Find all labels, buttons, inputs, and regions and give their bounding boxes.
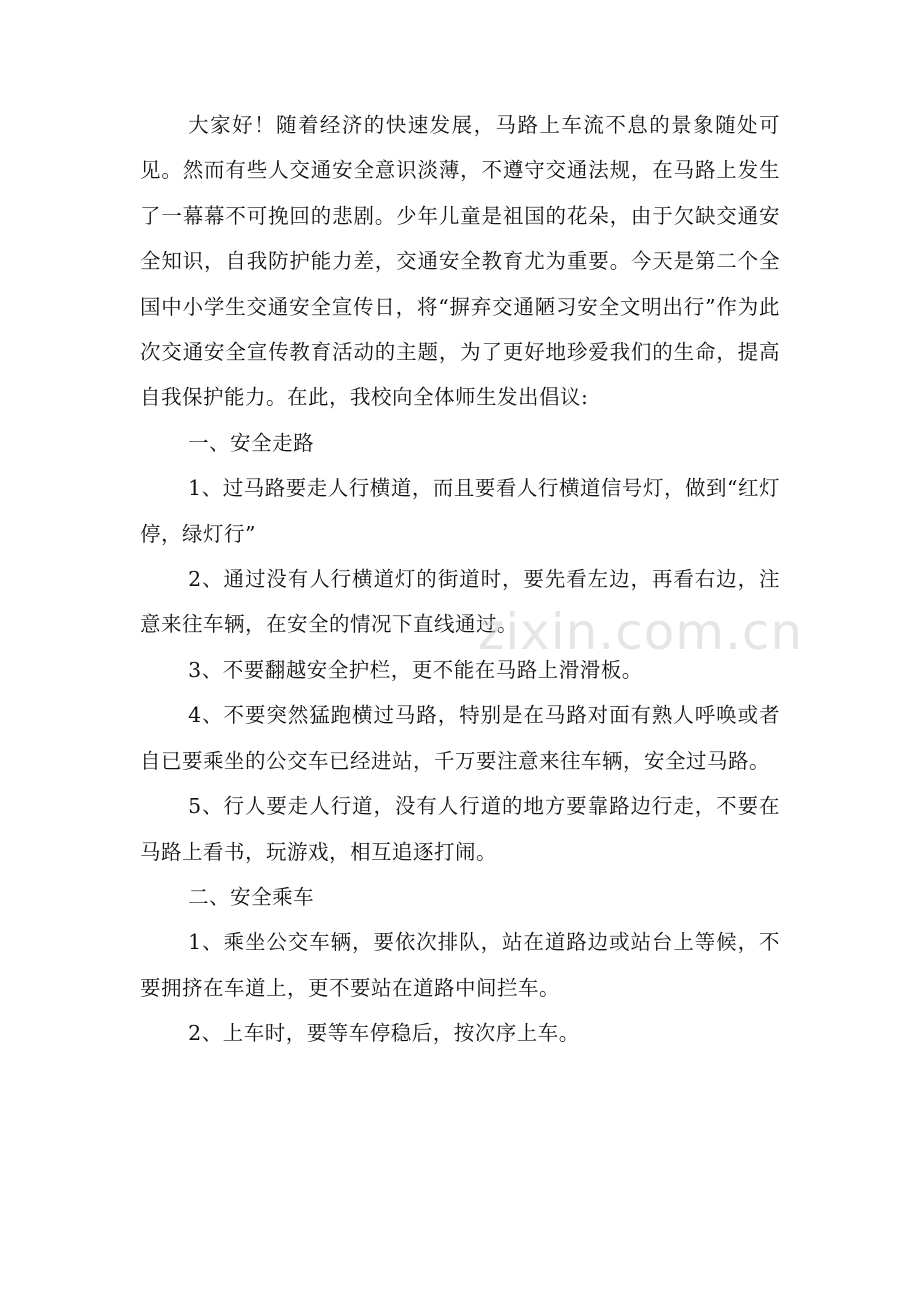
section-heading-safe-riding: 二、安全乘车: [188, 884, 315, 909]
list-item: 3、不要翻越安全护栏，更不能在马路上滑滑板。: [188, 657, 643, 682]
list-item: 1、过马路要走人行横道，而且要看人行横道信号灯，做到“红灯停，绿灯行”: [140, 476, 780, 546]
list-item: 2、上车时，要等车停稳后，按次序上车。: [188, 1021, 580, 1046]
list-item: 4、不要突然猛跑横过马路，特别是在马路对面有熟人呼唤或者自已要乘坐的公交车已经进站，千万要注意来往车辆，安全过马路。: [140, 703, 780, 773]
section-heading-safe-walking: 一、安全走路: [188, 430, 315, 455]
list-item: 1、乘坐公交车辆，要依次排队，站在道路边或站台上等候，不要拥挤在车道上，更不要站在道路中间拦车。: [140, 930, 780, 1000]
document-body: [140, 103, 780, 1057]
list-item: 2、通过没有人行横道灯的街道时，要先看左边，再看右边，注意来往车辆，在安全的情况下直线通过。: [140, 567, 780, 637]
list-item: 5、行人要走人行道，没有人行道的地方要靠路边行走，不要在马路上看书，玩游戏，相互追逐打闹。: [140, 794, 780, 864]
intro-paragraph: 大家好！随着经济的快速发展，马路上车流不息的景象随处可见。然而有些人交通安全意识淡薄，不遵守交通法规，在马路上发生了一幕幕不可挽回的悲剧。少年儿童是祖国的花朵，由于欠缺交通安全知识，自我防护能力差，交通安全教育尤为重要。今天是第二个全国中小学生交通安全宣传日，将“摒弃交通陋习安全文明出行”作为此次交通安全宣传教育活动的主题，为了更好地珍爱我们的生命，提高自我保护能力。在此，我校向全体师生发出倡议:: [140, 113, 780, 410]
watermark-text: zixin.com.cn: [478, 603, 804, 661]
